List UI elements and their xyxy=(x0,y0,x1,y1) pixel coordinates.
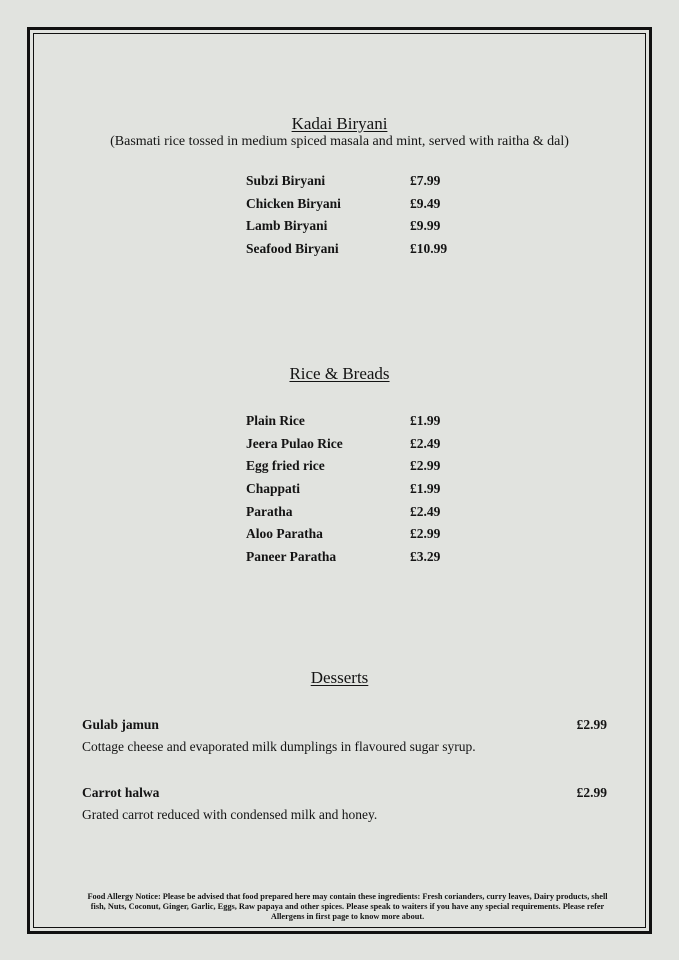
dessert-price: £2.99 xyxy=(576,717,607,732)
menu-item xyxy=(246,523,470,546)
item-price: £10.99 xyxy=(410,241,448,257)
item-price: £1.99 xyxy=(410,481,441,497)
item-price: £2.99 xyxy=(410,458,441,474)
biryani-item-list xyxy=(246,170,470,260)
item-name: Subzi Biryani xyxy=(246,173,326,189)
menu-item xyxy=(246,215,470,238)
menu-item xyxy=(246,455,470,478)
dessert-item xyxy=(82,785,607,823)
menu-item xyxy=(246,170,470,193)
dessert-item xyxy=(82,717,607,755)
rice-breads-section-title: Rice & Breads xyxy=(289,364,390,383)
menu-item xyxy=(246,500,470,523)
item-price: £7.99 xyxy=(410,173,441,189)
dessert-name: Gulab jamun xyxy=(82,717,159,732)
item-price: £1.99 xyxy=(410,413,441,429)
dessert-price: £2.99 xyxy=(576,785,607,800)
item-name: Aloo Paratha xyxy=(246,526,323,542)
rice-breads-item-list xyxy=(246,410,470,568)
dessert-description: Cottage cheese and evaporated milk dumplings in flavoured sugar syrup. xyxy=(82,739,476,754)
item-name: Paratha xyxy=(246,503,293,519)
item-name: Chicken Biryani xyxy=(246,195,341,211)
menu-item xyxy=(246,238,470,261)
menu-item xyxy=(246,410,470,433)
item-name: Lamb Biryani xyxy=(246,218,328,234)
item-name: Jeera Pulao Rice xyxy=(246,435,343,451)
item-price: £9.99 xyxy=(410,218,441,234)
menu-item xyxy=(246,546,470,569)
item-price: £2.49 xyxy=(410,503,441,519)
allergy-notice: Food Allergy Notice: Please be advised that food prepared here may contain these ingredients: Fresh corianders, curry leaves, Dairy products, shell fish, Nuts, Coconut, Ginger, Garlic, Eggs, Raw papaya and other spices. Please speak to waiters if you have any special requirements. Please refer Allergens in first page to know more about. xyxy=(87,892,608,921)
dessert-description: Grated carrot reduced with condensed milk and honey. xyxy=(82,807,378,822)
item-name: Plain Rice xyxy=(246,413,305,429)
item-name: Seafood Biryani xyxy=(246,241,339,257)
menu-item xyxy=(246,433,470,456)
biryani-section-title: Kadai Biryani xyxy=(291,114,388,133)
item-price: £2.49 xyxy=(410,435,441,451)
desserts-section-title: Desserts xyxy=(310,668,369,687)
item-name: Egg fried rice xyxy=(246,458,325,474)
item-price: £2.99 xyxy=(410,526,441,542)
item-price: £3.29 xyxy=(410,548,441,564)
biryani-section-subtitle: (Basmati rice tossed in medium spiced masala and mint, served with raitha & dal) xyxy=(110,134,569,149)
item-name: Chappati xyxy=(246,481,301,497)
item-price: £9.49 xyxy=(410,195,441,211)
menu-item xyxy=(246,478,470,501)
menu-item xyxy=(246,193,470,216)
item-name: Paneer Paratha xyxy=(246,548,337,564)
dessert-name: Carrot halwa xyxy=(82,785,160,800)
